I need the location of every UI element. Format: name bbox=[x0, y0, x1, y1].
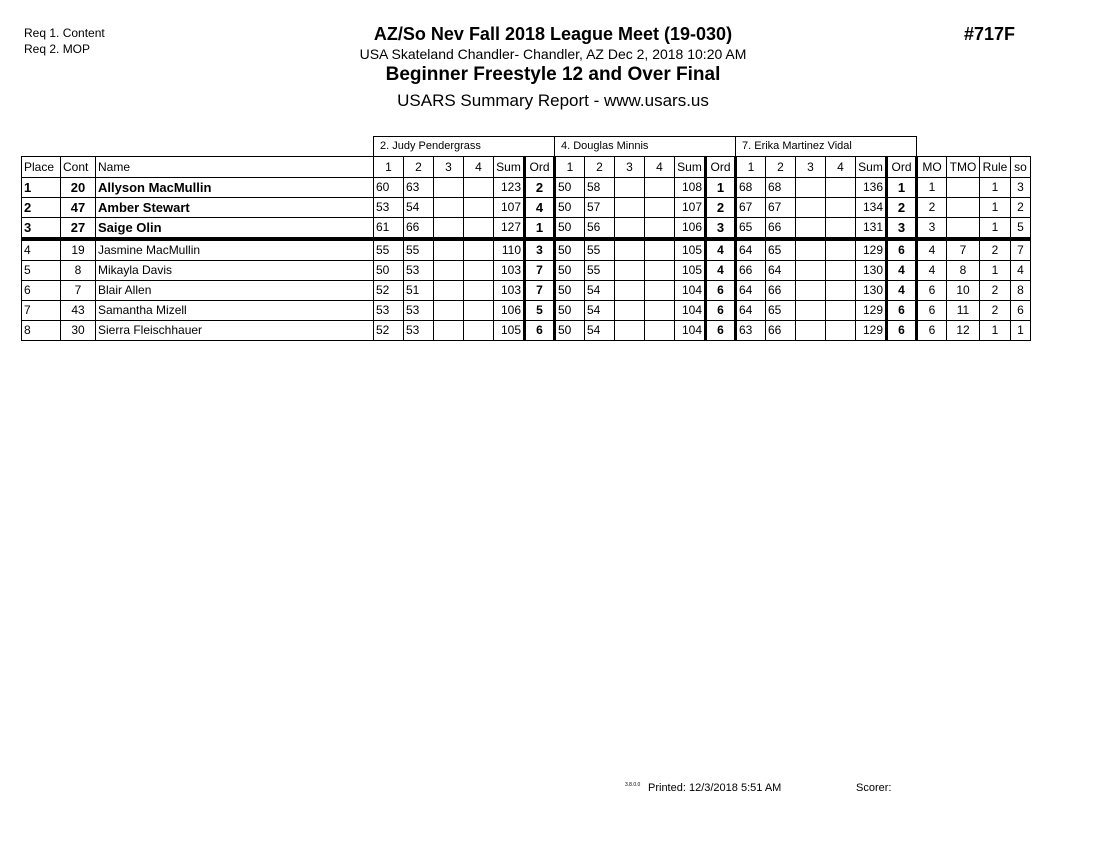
score-cell bbox=[615, 178, 645, 198]
score-cell: 55 bbox=[585, 239, 615, 261]
score-cell bbox=[615, 261, 645, 281]
score-cell: 56 bbox=[585, 218, 615, 240]
ordinal-cell: 3 bbox=[887, 218, 917, 240]
score-cell: 50 bbox=[555, 239, 585, 261]
score-cell: 64 bbox=[736, 239, 766, 261]
score-cell: 67 bbox=[736, 198, 766, 218]
score-cell: 66 bbox=[766, 218, 796, 240]
score-cell: 53 bbox=[374, 301, 404, 321]
column-header: 1 bbox=[736, 157, 766, 178]
score-cell: 65 bbox=[766, 239, 796, 261]
skater-name-cell: Blair Allen bbox=[96, 281, 374, 301]
score-cell bbox=[796, 301, 826, 321]
rule-cell: 1 bbox=[980, 321, 1011, 341]
column-header: 3 bbox=[434, 157, 464, 178]
sum-cell: 129 bbox=[856, 301, 887, 321]
score-cell bbox=[434, 218, 464, 240]
score-cell: 50 bbox=[555, 261, 585, 281]
column-header: MO bbox=[917, 157, 947, 178]
score-cell: 54 bbox=[585, 321, 615, 341]
ordinal-cell: 4 bbox=[887, 261, 917, 281]
mo-cell: 6 bbox=[917, 301, 947, 321]
so-cell: 1 bbox=[1011, 321, 1031, 341]
blank-cell bbox=[22, 137, 374, 157]
so-cell: 6 bbox=[1011, 301, 1031, 321]
table-row bbox=[22, 321, 1031, 341]
score-cell: 66 bbox=[766, 281, 796, 301]
score-cell bbox=[434, 198, 464, 218]
ordinal-cell: 6 bbox=[706, 301, 736, 321]
so-cell: 3 bbox=[1011, 178, 1031, 198]
mo-cell: 6 bbox=[917, 281, 947, 301]
score-cell: 50 bbox=[374, 261, 404, 281]
skater-name-cell: Saige Olin bbox=[96, 218, 374, 240]
contestant-number-cell: 30 bbox=[61, 321, 96, 341]
score-cell bbox=[434, 281, 464, 301]
score-cell: 53 bbox=[404, 261, 434, 281]
ordinal-cell: 4 bbox=[706, 261, 736, 281]
requirement-1: Req 1. Content bbox=[24, 26, 105, 40]
skater-name-cell: Jasmine MacMullin bbox=[96, 239, 374, 261]
score-cell: 50 bbox=[555, 281, 585, 301]
ordinal-cell: 6 bbox=[706, 321, 736, 341]
column-header: Cont bbox=[61, 157, 96, 178]
score-cell: 52 bbox=[374, 321, 404, 341]
score-cell bbox=[645, 321, 675, 341]
meet-subtitle: USA Skateland Chandler- Chandler, AZ Dec 2, 2018 10:20 AM bbox=[359, 46, 747, 62]
ordinal-cell: 6 bbox=[525, 321, 555, 341]
results-table bbox=[21, 136, 1031, 341]
place-cell: 7 bbox=[22, 301, 61, 321]
sum-cell: 130 bbox=[856, 281, 887, 301]
score-cell: 53 bbox=[404, 301, 434, 321]
column-header-row bbox=[22, 157, 1031, 178]
tmo-cell: 7 bbox=[947, 239, 980, 261]
contestant-number-cell: 19 bbox=[61, 239, 96, 261]
so-cell: 2 bbox=[1011, 198, 1031, 218]
score-cell bbox=[796, 321, 826, 341]
column-header: 1 bbox=[374, 157, 404, 178]
contestant-number-cell: 7 bbox=[61, 281, 96, 301]
sum-cell: 107 bbox=[494, 198, 525, 218]
ordinal-cell: 2 bbox=[887, 198, 917, 218]
score-cell: 51 bbox=[404, 281, 434, 301]
score-cell: 53 bbox=[374, 198, 404, 218]
column-header: 4 bbox=[464, 157, 494, 178]
score-cell bbox=[645, 239, 675, 261]
ordinal-cell: 6 bbox=[887, 301, 917, 321]
so-cell: 8 bbox=[1011, 281, 1031, 301]
column-header: 2 bbox=[766, 157, 796, 178]
column-header: 1 bbox=[555, 157, 585, 178]
score-cell bbox=[615, 218, 645, 240]
place-cell: 8 bbox=[22, 321, 61, 341]
score-cell: 53 bbox=[404, 321, 434, 341]
sum-cell: 107 bbox=[675, 198, 706, 218]
tmo-cell: 12 bbox=[947, 321, 980, 341]
sum-cell: 127 bbox=[494, 218, 525, 240]
score-cell: 55 bbox=[585, 261, 615, 281]
column-header: Ord bbox=[887, 157, 917, 178]
column-header: 2 bbox=[404, 157, 434, 178]
column-header: Place bbox=[22, 157, 61, 178]
rule-cell: 2 bbox=[980, 281, 1011, 301]
score-cell bbox=[464, 261, 494, 281]
place-cell: 2 bbox=[22, 198, 61, 218]
contestant-number-cell: 20 bbox=[61, 178, 96, 198]
column-header: Name bbox=[96, 157, 374, 178]
column-header: Sum bbox=[675, 157, 706, 178]
score-cell bbox=[826, 239, 856, 261]
judge-name: 7. Erika Martinez Vidal bbox=[736, 137, 917, 157]
so-cell: 7 bbox=[1011, 239, 1031, 261]
skater-name-cell: Samantha Mizell bbox=[96, 301, 374, 321]
column-header: 4 bbox=[826, 157, 856, 178]
mo-cell: 2 bbox=[917, 198, 947, 218]
column-header: Sum bbox=[494, 157, 525, 178]
tmo-cell: 8 bbox=[947, 261, 980, 281]
tmo-cell: 11 bbox=[947, 301, 980, 321]
ordinal-cell: 7 bbox=[525, 281, 555, 301]
score-cell: 68 bbox=[736, 178, 766, 198]
tmo-cell bbox=[947, 178, 980, 198]
ordinal-cell: 6 bbox=[887, 321, 917, 341]
score-cell: 60 bbox=[374, 178, 404, 198]
judge-name: 2. Judy Pendergrass bbox=[374, 137, 555, 157]
score-cell: 66 bbox=[736, 261, 766, 281]
score-cell bbox=[796, 281, 826, 301]
score-cell: 57 bbox=[585, 198, 615, 218]
table-row bbox=[22, 239, 1031, 261]
score-cell bbox=[645, 261, 675, 281]
column-header: 3 bbox=[796, 157, 826, 178]
score-cell: 55 bbox=[374, 239, 404, 261]
score-cell bbox=[434, 321, 464, 341]
sum-cell: 130 bbox=[856, 261, 887, 281]
rule-cell: 2 bbox=[980, 301, 1011, 321]
score-cell bbox=[615, 281, 645, 301]
sum-cell: 106 bbox=[494, 301, 525, 321]
sum-cell: 105 bbox=[675, 261, 706, 281]
score-cell bbox=[645, 301, 675, 321]
rule-cell: 1 bbox=[980, 261, 1011, 281]
column-header: 2 bbox=[585, 157, 615, 178]
ordinal-cell: 4 bbox=[887, 281, 917, 301]
tmo-cell: 10 bbox=[947, 281, 980, 301]
score-cell: 63 bbox=[736, 321, 766, 341]
tmo-cell bbox=[947, 198, 980, 218]
score-cell: 67 bbox=[766, 198, 796, 218]
score-cell bbox=[796, 218, 826, 240]
ordinal-cell: 3 bbox=[706, 218, 736, 240]
score-cell bbox=[826, 218, 856, 240]
table-row bbox=[22, 281, 1031, 301]
score-cell bbox=[826, 301, 856, 321]
score-cell bbox=[826, 178, 856, 198]
place-cell: 4 bbox=[22, 239, 61, 261]
sum-cell: 103 bbox=[494, 281, 525, 301]
score-cell: 50 bbox=[555, 218, 585, 240]
mo-cell: 4 bbox=[917, 239, 947, 261]
requirement-2: Req 2. MOP bbox=[24, 42, 91, 56]
skater-name-cell: Allyson MacMullin bbox=[96, 178, 374, 198]
score-cell: 50 bbox=[555, 178, 585, 198]
blank-cell bbox=[917, 137, 1031, 157]
sum-cell: 104 bbox=[675, 321, 706, 341]
ordinal-cell: 2 bbox=[525, 178, 555, 198]
score-cell bbox=[434, 239, 464, 261]
score-cell bbox=[645, 198, 675, 218]
place-cell: 5 bbox=[22, 261, 61, 281]
event-title: Beginner Freestyle 12 and Over Final bbox=[385, 64, 721, 85]
sum-cell: 108 bbox=[675, 178, 706, 198]
score-cell bbox=[645, 218, 675, 240]
score-cell: 61 bbox=[374, 218, 404, 240]
score-cell bbox=[434, 261, 464, 281]
score-cell bbox=[464, 321, 494, 341]
ordinal-cell: 7 bbox=[525, 261, 555, 281]
so-cell: 4 bbox=[1011, 261, 1031, 281]
score-cell bbox=[434, 178, 464, 198]
tmo-cell bbox=[947, 218, 980, 240]
event-number: #717F bbox=[964, 24, 1016, 44]
rule-cell: 1 bbox=[980, 218, 1011, 240]
column-header: so bbox=[1011, 157, 1031, 178]
score-cell: 54 bbox=[404, 198, 434, 218]
score-cell: 50 bbox=[555, 198, 585, 218]
score-cell bbox=[645, 178, 675, 198]
sum-cell: 129 bbox=[856, 239, 887, 261]
meet-title: AZ/So Nev Fall 2018 League Meet (19-030) bbox=[373, 24, 733, 44]
table-row bbox=[22, 178, 1031, 198]
score-cell: 54 bbox=[585, 281, 615, 301]
score-cell: 58 bbox=[585, 178, 615, 198]
contestant-number-cell: 47 bbox=[61, 198, 96, 218]
ordinal-cell: 6 bbox=[887, 239, 917, 261]
ordinal-cell: 1 bbox=[525, 218, 555, 240]
ordinal-cell: 4 bbox=[525, 198, 555, 218]
sum-cell: 110 bbox=[494, 239, 525, 261]
score-cell bbox=[464, 198, 494, 218]
skater-name-cell: Sierra Fleischhauer bbox=[96, 321, 374, 341]
sum-cell: 134 bbox=[856, 198, 887, 218]
place-cell: 1 bbox=[22, 178, 61, 198]
column-header: 3 bbox=[615, 157, 645, 178]
score-cell bbox=[464, 239, 494, 261]
ordinal-cell: 1 bbox=[706, 178, 736, 198]
skater-name-cell: Mikayla Davis bbox=[96, 261, 374, 281]
sum-cell: 106 bbox=[675, 218, 706, 240]
ordinal-cell: 4 bbox=[706, 239, 736, 261]
column-header: Sum bbox=[856, 157, 887, 178]
score-cell bbox=[645, 281, 675, 301]
score-cell bbox=[826, 321, 856, 341]
ordinal-cell: 5 bbox=[525, 301, 555, 321]
score-cell bbox=[464, 178, 494, 198]
score-cell bbox=[434, 301, 464, 321]
score-cell bbox=[826, 198, 856, 218]
score-cell: 50 bbox=[555, 301, 585, 321]
score-cell bbox=[464, 301, 494, 321]
software-version: 3.8.0.0 bbox=[625, 782, 641, 788]
score-cell: 68 bbox=[766, 178, 796, 198]
score-cell: 65 bbox=[736, 218, 766, 240]
column-header: Rule bbox=[980, 157, 1011, 178]
score-cell bbox=[826, 281, 856, 301]
score-cell bbox=[796, 178, 826, 198]
report-title: USARS Summary Report - www.usars.us bbox=[397, 91, 709, 110]
score-cell bbox=[615, 321, 645, 341]
table-row bbox=[22, 218, 1031, 240]
score-cell: 52 bbox=[374, 281, 404, 301]
score-cell bbox=[464, 218, 494, 240]
score-cell: 55 bbox=[404, 239, 434, 261]
sum-cell: 103 bbox=[494, 261, 525, 281]
score-cell bbox=[615, 198, 645, 218]
ordinal-cell: 6 bbox=[706, 281, 736, 301]
scorer-label: Scorer: bbox=[856, 782, 892, 794]
mo-cell: 4 bbox=[917, 261, 947, 281]
score-cell: 66 bbox=[404, 218, 434, 240]
rule-cell: 1 bbox=[980, 198, 1011, 218]
score-cell: 54 bbox=[585, 301, 615, 321]
score-cell: 66 bbox=[766, 321, 796, 341]
sum-cell: 104 bbox=[675, 301, 706, 321]
skater-name-cell: Amber Stewart bbox=[96, 198, 374, 218]
column-header: Ord bbox=[706, 157, 736, 178]
table-row bbox=[22, 198, 1031, 218]
judge-name: 4. Douglas Minnis bbox=[555, 137, 736, 157]
so-cell: 5 bbox=[1011, 218, 1031, 240]
score-cell: 65 bbox=[766, 301, 796, 321]
score-cell bbox=[615, 301, 645, 321]
contestant-number-cell: 27 bbox=[61, 218, 96, 240]
ordinal-cell: 1 bbox=[887, 178, 917, 198]
score-cell bbox=[796, 261, 826, 281]
rule-cell: 2 bbox=[980, 239, 1011, 261]
sum-cell: 136 bbox=[856, 178, 887, 198]
printed-timestamp: Printed: 12/3/2018 5:51 AM bbox=[648, 782, 782, 794]
place-cell: 3 bbox=[22, 218, 61, 240]
sum-cell: 131 bbox=[856, 218, 887, 240]
contestant-number-cell: 8 bbox=[61, 261, 96, 281]
score-cell bbox=[464, 281, 494, 301]
sum-cell: 123 bbox=[494, 178, 525, 198]
ordinal-cell: 2 bbox=[706, 198, 736, 218]
score-cell bbox=[826, 261, 856, 281]
score-cell bbox=[796, 198, 826, 218]
sum-cell: 105 bbox=[675, 239, 706, 261]
column-header: Ord bbox=[525, 157, 555, 178]
score-cell: 50 bbox=[555, 321, 585, 341]
table-row bbox=[22, 261, 1031, 281]
score-cell: 64 bbox=[736, 281, 766, 301]
score-cell: 63 bbox=[404, 178, 434, 198]
ordinal-cell: 3 bbox=[525, 239, 555, 261]
sum-cell: 105 bbox=[494, 321, 525, 341]
sum-cell: 104 bbox=[675, 281, 706, 301]
sum-cell: 129 bbox=[856, 321, 887, 341]
column-header: 4 bbox=[645, 157, 675, 178]
table-row bbox=[22, 301, 1031, 321]
score-cell bbox=[615, 239, 645, 261]
score-cell: 64 bbox=[766, 261, 796, 281]
score-cell: 64 bbox=[736, 301, 766, 321]
judge-header-row bbox=[22, 137, 1031, 157]
mo-cell: 6 bbox=[917, 321, 947, 341]
place-cell: 6 bbox=[22, 281, 61, 301]
mo-cell: 3 bbox=[917, 218, 947, 240]
contestant-number-cell: 43 bbox=[61, 301, 96, 321]
score-cell bbox=[796, 239, 826, 261]
rule-cell: 1 bbox=[980, 178, 1011, 198]
column-header: TMO bbox=[947, 157, 980, 178]
mo-cell: 1 bbox=[917, 178, 947, 198]
